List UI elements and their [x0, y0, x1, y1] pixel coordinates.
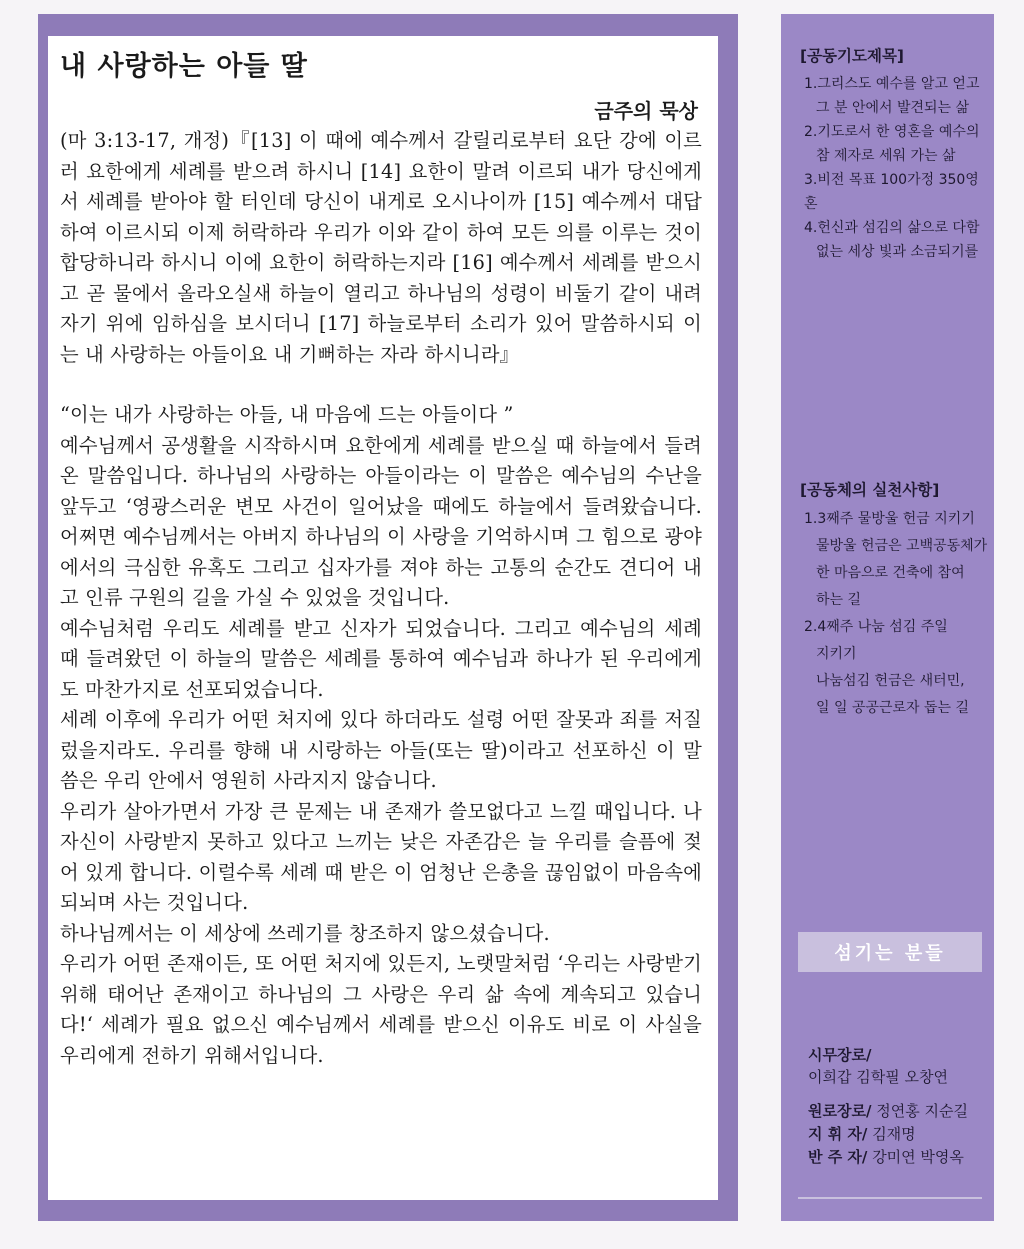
meditation-article — [48, 36, 718, 1200]
senior-elders-line — [808, 1100, 988, 1122]
body-paragraph: 세례 이후에 우리가 어떤 처지에 있다 하더라도 설령 어떤 잘못과 죄를 저질렀을지라도. 우리를 향해 내 시랑하는 아들(또는 딸)이라고 선포하신 이 말씀은 우리 안에서 영원히 사라지지 않습니다. — [60, 708, 702, 792]
body-paragraph: 예수님처럼 우리도 세례를 받고 신자가 되었습니다. 그리고 예수님의 세례 때 들려왔던 이 하늘의 말씀은 세례를 통하여 예수님과 하나가 된 우리에게도 마찬가지로 선포되었습니다. — [60, 616, 702, 701]
servants-banner: 섬기는 분들 — [798, 932, 982, 972]
scripture-passage: (마 3:13-17, 개정)『[13] 이 때에 예수께서 갈릴리로부터 요단 강에 이르러 요한에게 세례를 받으려 하시니 [14] 요한이 말려 이르되 내가 당신에게서 세례를 받아야 할 터인데 당신이 내게로 오시나이까 [15] 예수께서 대답하여 이르시되 이제 허락하라 우리가 이와 같이 하여 모든 의를 이루는 것이 합당하니라 하시니 이에 요한이 허락하는지라 [16] 예수께서 세례를 받으시고 곧 물에서 올라오실새 하늘이 열리고 하나님의 성령이 비둘기 같이 내려 자기 위에 임하심을 보시더니 [17] 하늘로부터 소리가 있어 말씀하시되 이는 내 사랑하는 아들이요 내 기뻐하는 자라 하시니라』 — [60, 129, 702, 366]
accompanist-line — [808, 1146, 988, 1168]
accompanist-names: 강미연 박영옥 — [872, 1148, 964, 1166]
prayer-item: 2.기도로서 한 영혼을 예수의 참 제자로 세워 가는 삶 — [804, 124, 980, 164]
accompanist-label: 반 주 자/ — [808, 1148, 868, 1166]
prayer-item: 4.헌신과 섬김의 삶으로 다함 없는 세상 빛과 소금되기를 — [804, 220, 980, 260]
body-paragraph: 하나님께서는 이 세상에 쓰레기를 창조하지 않으셨습니다. — [60, 921, 550, 945]
body-paragraph: 우리가 살아가면서 가장 큰 문제는 내 존재가 쓸모없다고 느낄 때입니다. 나 자신이 사랑받지 못하고 있다고 느끼는 낮은 자존감은 늘 우리를 슬픔에 젖어 있게 합니다. 이럴수록 세례 때 받은 이 엄청난 은총을 끊임없이 마음속에 되뇌며 사는 것입니다. — [60, 799, 702, 914]
key-quote: “이는 내가 사랑하는 아들, 내 마음에 드는 아들이다 ” — [60, 403, 514, 426]
prayer-item: 1.그리스도 예수를 알고 얻고 그 분 안에서 발견되는 삶 — [804, 76, 980, 116]
elders-names: 이희갑 김학필 오창연 — [808, 1068, 948, 1086]
prayer-item: 3.비전 목표 100가정 350영혼 — [804, 172, 979, 212]
conductor-names: 김재명 — [872, 1125, 916, 1143]
body-paragraph: 예수님께서 공생활을 시작하시며 요한에게 세례를 받으실 때 하늘에서 들려온 말씀입니다. 하나님의 사랑하는 아들이라는 이 말씀은 예수님의 수난을 앞두고 ‘영광스러운 변모 사건이 일어났을 때에도 하늘에서 들려왔습니다. 어쩌면 예수님께서는 아버지 하나님의 이 사랑을 기억하시며 그 힘으로 광야에서의 극심한 유혹도 그리고 십자가를 져야 하는 고통의 순간도 견디어 내고 인류 구원의 길을 가실 수 있었을 것입니다. — [60, 433, 702, 609]
practice-section-title: [공동체의 실천사항] — [800, 481, 940, 499]
body-paragraph: 우리가 어떤 존재이든, 또 어떤 처지에 있든지, 노랫말처럼 ‘우리는 사랑받기 위해 태어난 존재이고 하나님의 그 사랑은 우리 삶 속에 계속되고 있습니다!‘ 세례가 필요 없으신 예수님께서 세례를 받으신 이유도 비로 이 사실을 우리에게 전하기 위해서입니다. — [60, 952, 702, 1067]
article-title: 내 사랑하는 아들 딸 — [60, 51, 308, 82]
senior-elders-label: 원로장로/ — [808, 1102, 872, 1120]
prayer-list — [804, 72, 992, 264]
elders-label: 시무장로/ — [808, 1046, 872, 1064]
practice-list — [804, 506, 992, 722]
practice-item: 2.4째주 나눔 섬김 주일 지키기 나눔섬김 헌금은 새터민, 일 일 공공근로자 돕는 길 — [804, 619, 970, 716]
prayer-section-title: [공동기도제목] — [800, 47, 905, 65]
sidebar-bottom-rule — [798, 1197, 982, 1199]
senior-elders-names: 정연홍 지순길 — [876, 1102, 968, 1120]
elders-block — [808, 1044, 988, 1088]
article-author: 금주의 묵상 — [594, 99, 698, 123]
conductor-label: 지 휘 자/ — [808, 1125, 868, 1143]
conductor-line — [808, 1123, 988, 1145]
practice-item: 1.3째주 물방울 헌금 지키기 물방울 헌금은 고백공동체가 한 마음으로 건축에 참여 하는 길 — [804, 511, 988, 608]
